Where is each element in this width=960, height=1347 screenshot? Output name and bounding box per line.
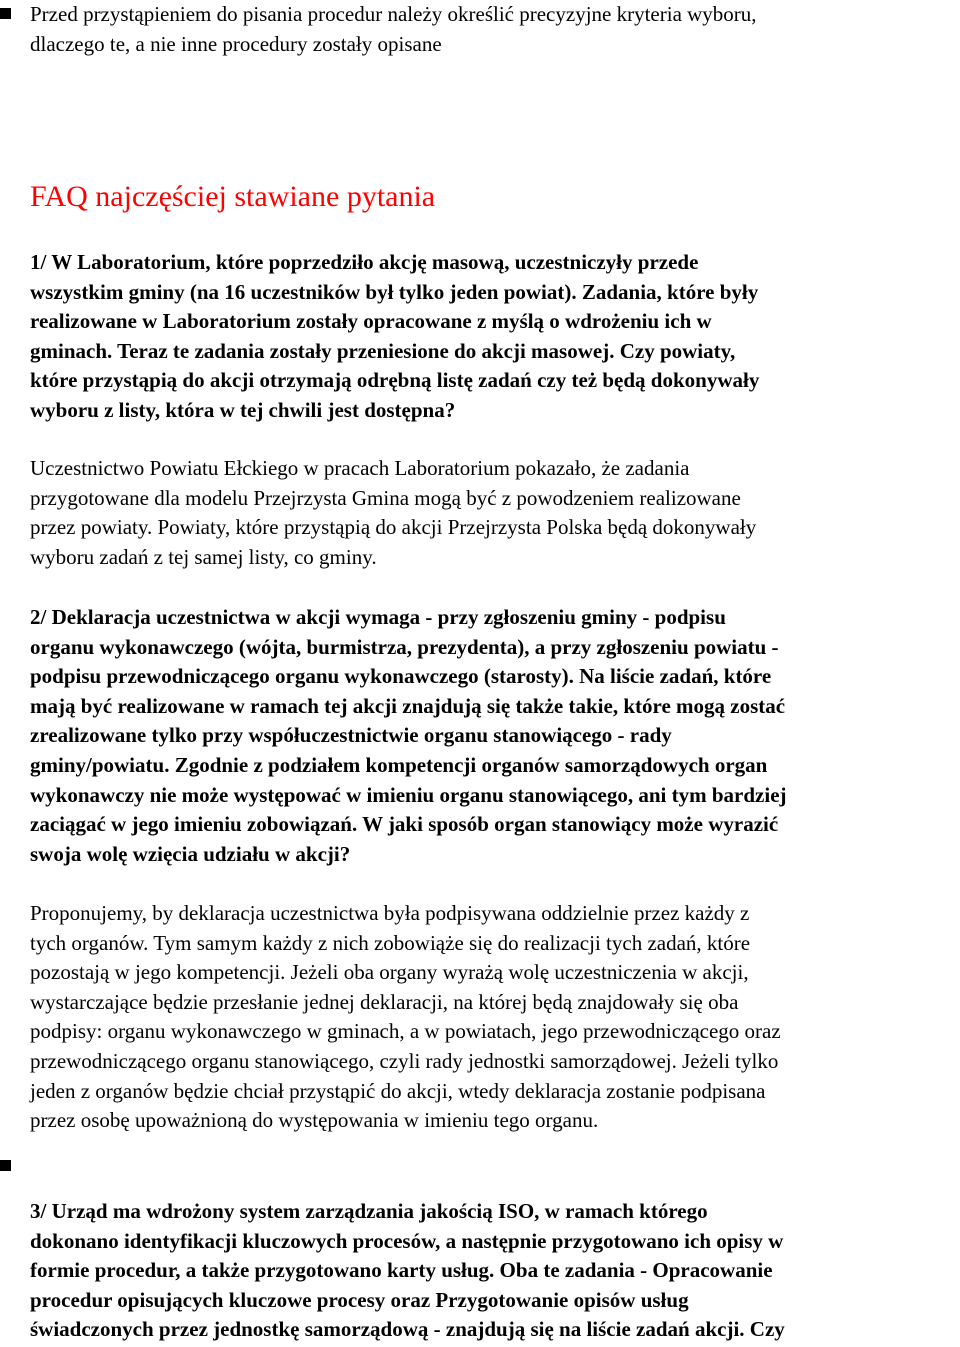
text-line: zrealizowane tylko przy współuczestnictwie organu stanowiącego - rady <box>30 723 672 748</box>
text-line: wyboru z listy, która w tej chwili jest dostępna? <box>30 397 456 422</box>
text-line: 2/ Deklaracja uczestnictwa w akcji wymaga - przy zgłoszeniu gminy - podpisu <box>30 605 726 629</box>
text-line: procedur opisujących kluczowe procesy oraz Przygotowanie opisów usług <box>30 1287 689 1312</box>
text-line: 3/ Urząd ma wdrożony system zarządzania jakością ISO, w ramach którego <box>30 1199 708 1223</box>
text-line: wszystkim gminy (na 16 uczestników był tylko jeden powiat). Zadania, które były <box>30 279 759 304</box>
text-line: przewodniczącego organu stanowiącego, czyli rady jednostki samorządowej. Jeżeli tylko <box>30 1048 779 1073</box>
text-line: Uczestnictwo Powiatu Ełckiego w pracach Laboratorium pokazało, że zadania <box>30 456 690 480</box>
text-line: tych organów. Tym samym każdy z nich zobowiąże się do realizacji tych zadań, które <box>30 930 751 955</box>
text-line: gminach. Teraz te zadania zostały przeniesione do akcji masowej. Czy powiaty, <box>30 338 736 363</box>
text-line: swoja wolę wzięcia udziału w akcji? <box>30 841 351 866</box>
text-line: mają być realizowane w ramach tej akcji znajdują się także takie, które mogą zostać <box>30 693 786 718</box>
text-line: formie procedur, a także przygotowano karty usług. Oba te zadania - Opracowanie <box>30 1258 773 1283</box>
text-line: przez powiaty. Powiaty, które przystąpią do akcji Przejrzysta Polska będą dokonywały <box>30 515 757 540</box>
square-bullet-icon <box>0 8 11 19</box>
text-line: 1/ W Laboratorium, które poprzedziło akcję masową, uczestniczyły przede <box>30 250 699 274</box>
question-3 <box>30 1197 960 1345</box>
square-bullet-icon <box>0 1160 11 1171</box>
text-line: organu wykonawczego (wójta, burmistrza, prezydenta), a przy zgłoszeniu powiatu - <box>30 634 779 659</box>
bullet-text <box>30 0 956 59</box>
text-line: jeden z organów będzie chciał przystąpić do akcji, wtedy deklaracja zostanie podpisana <box>30 1078 766 1103</box>
text-line: Proponujemy, by deklaracja uczestnictwa była podpisywana oddzielnie przez każdy z <box>30 901 750 925</box>
question-1 <box>30 248 960 426</box>
text-line: zaciągać w jego imieniu zobowiązań. W jaki sposób organ stanowiący może wyrazić <box>30 812 779 837</box>
answer-2 <box>30 899 960 1136</box>
question-2 <box>30 603 960 869</box>
text-line: dlaczego te, a nie inne procedury zostały opisane <box>30 31 442 56</box>
text-line: świadczonych przez jednostkę samorządową - znajdują się na liście zadań akcji. Czy <box>30 1317 785 1342</box>
faq-heading: FAQ najczęściej stawiane pytania <box>30 180 436 213</box>
text-line: Przed przystąpieniem do pisania procedur należy określić precyzyjne kryteria wyboru, <box>30 2 757 26</box>
text-line: podpisy: organu wykonawczego w gminach, a w powiatach, jego przewodniczącego oraz <box>30 1019 781 1044</box>
text-line: przez osobę upoważnioną do występowania w imieniu tego organu. <box>30 1108 599 1133</box>
text-line: wystarczające będzie przesłanie jednej deklaracji, na której będą znajdowały się oba <box>30 989 739 1014</box>
text-line: realizowane w Laboratorium zostały opracowane z myślą o wdrożeniu ich w <box>30 309 712 334</box>
text-line: gminy/powiatu. Zgodnie z podziałem kompetencji organów samorządowych organ <box>30 752 768 777</box>
text-line: przygotowane dla modelu Przejrzysta Gmina mogą być z powodzeniem realizowane <box>30 485 741 510</box>
text-line: wyboru zadań z tej samej listy, co gminy. <box>30 544 377 569</box>
text-line: podpisu przewodniczącego organu wykonawczego (starosty). Na liście zadań, które <box>30 664 772 689</box>
answer-1 <box>30 454 960 572</box>
text-line: pozostają w jego kompetencji. Jeżeli oba organy wyrażą wolę uczestniczenia w akcji, <box>30 960 749 985</box>
text-line: które przystąpią do akcji otrzymają odrębną listę zadań czy też będą dokonywały <box>30 368 760 393</box>
text-line: wykonawczy nie może występować w imieniu organu stanowiącego, ani tym bardziej <box>30 782 787 807</box>
text-line: dokonano identyfikacji kluczowych procesów, a następnie przygotowano ich opisy w <box>30 1228 784 1253</box>
